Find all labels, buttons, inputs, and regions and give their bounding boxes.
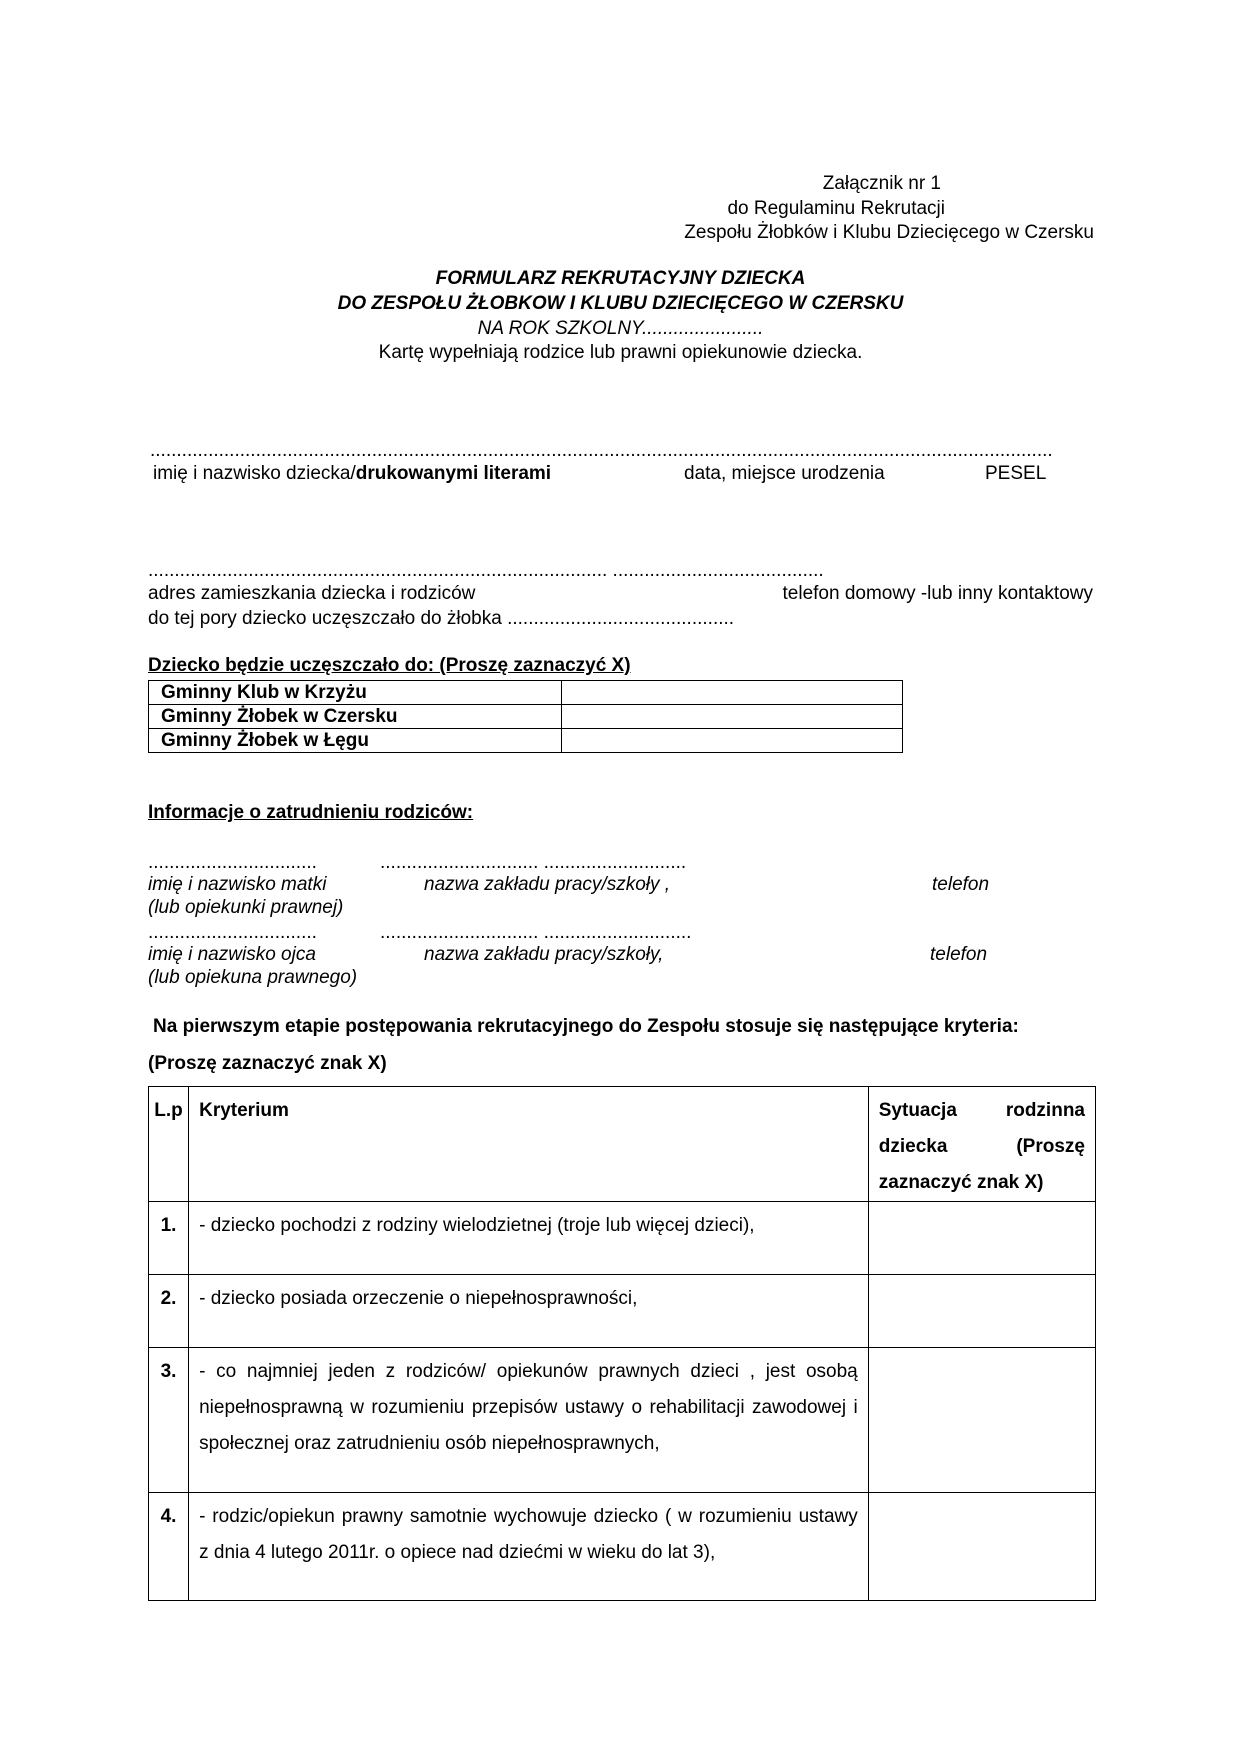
father-workplace-label: nazwa zakładu pracy/szkoły, bbox=[424, 944, 664, 965]
criteria-row-lp: 2. bbox=[149, 1275, 189, 1348]
criteria-table bbox=[148, 1086, 1096, 1601]
form-instruction: Kartę wypełniają rodzice lub prawni opiekunowie dziecka. bbox=[378, 342, 863, 363]
criteria-row bbox=[149, 1348, 1096, 1493]
criteria-row-lp: 3. bbox=[149, 1348, 189, 1493]
attendance-row bbox=[149, 705, 903, 729]
attendance-heading: Dziecko będzie uczęszczało do: (Proszę zaznaczyć X) bbox=[148, 655, 631, 676]
form-title-line-2: DO ZESPOŁU ŻŁOBKOW I KLUBU DZIECIĘCEGO W CZERSKU bbox=[337, 293, 904, 314]
form-title-line-1: FORMULARZ REKRUTACYJNY DZIECKA bbox=[435, 268, 806, 289]
criteria-instruction: (Proszę zaznaczyć znak X) bbox=[148, 1053, 387, 1074]
father-sub-label: (lub opiekuna prawnego) bbox=[148, 967, 358, 988]
criteria-intro: Na pierwszym etapie postępowania rekrutacyjnego do Zespołu stosuje się następujące kryteria: bbox=[153, 1016, 1019, 1037]
previous-nursery-line[interactable]: do tej pory dziecko uczęszczało do żłobka ........................................... bbox=[148, 608, 735, 629]
annex-line-3: Zespołu Żłobków i Klubu Dziecięcego w Czersku bbox=[684, 222, 1094, 243]
father-work-dots[interactable]: .............................. ............................ bbox=[380, 922, 692, 943]
employment-heading: Informacje o zatrudnieniu rodziców: bbox=[148, 802, 474, 823]
birth-date-place-label: data, miejsce urodzenia bbox=[684, 463, 885, 484]
criteria-row-mark[interactable] bbox=[868, 1275, 1095, 1348]
criteria-row bbox=[149, 1493, 1096, 1601]
criteria-header-criterion: Kryterium bbox=[189, 1087, 869, 1202]
phone-contact-label: telefon domowy -lub inny kontaktowy bbox=[782, 583, 1093, 604]
pesel-label: PESEL bbox=[985, 463, 1047, 484]
mother-name-dots[interactable]: ................................ bbox=[148, 852, 317, 873]
attendance-row bbox=[149, 729, 903, 753]
criteria-header-situation: Sytuacja rodzinna dziecka (Proszę zaznaczyć znak X) bbox=[868, 1087, 1095, 1202]
attendance-option-mark[interactable] bbox=[562, 729, 903, 753]
criteria-row-lp: 1. bbox=[149, 1202, 189, 1275]
attendance-option-label: Gminny Żłobek w Łęgu bbox=[149, 729, 562, 753]
annex-line-2: do Regulaminu Rekrutacji bbox=[727, 198, 945, 219]
criteria-header-row bbox=[149, 1087, 1096, 1202]
annex-line-1: Załącznik nr 1 bbox=[822, 173, 941, 194]
address-label: adres zamieszkania dziecka i rodziców bbox=[148, 583, 476, 604]
criteria-header-lp: L.p bbox=[149, 1087, 189, 1202]
child-data-dotted-line[interactable]: ........................................................................................................................................................................... bbox=[150, 440, 1053, 461]
mother-sub-label: (lub opiekunki prawnej) bbox=[148, 897, 344, 918]
criteria-row-mark[interactable] bbox=[868, 1202, 1095, 1275]
criteria-row-text: - rodzic/opiekun prawny samotnie wychowuje dziecko ( w rozumieniu ustawy z dnia 4 lutego 2011r. o opiece nad dziećmi w wieku do lat 3), bbox=[189, 1493, 869, 1601]
attendance-option-mark[interactable] bbox=[562, 681, 903, 705]
attendance-option-mark[interactable] bbox=[562, 705, 903, 729]
child-name-label-text: imię i nazwisko dziecka/ bbox=[153, 463, 356, 484]
mother-workplace-label: nazwa zakładu pracy/szkoły , bbox=[424, 874, 671, 895]
attendance-row bbox=[149, 681, 903, 705]
father-name-dots[interactable]: ................................ bbox=[148, 922, 317, 943]
criteria-row-lp: 4. bbox=[149, 1493, 189, 1601]
father-name-label: imię i nazwisko ojca bbox=[148, 944, 316, 965]
child-name-label-bold: drukowanymi literami bbox=[355, 463, 552, 484]
school-year-line: NA ROK SZKOLNY....................... bbox=[477, 318, 764, 339]
address-dotted-line[interactable]: ....................................................................................... ........................................ bbox=[148, 560, 824, 581]
criteria-row-text: - dziecko posiada orzeczenie o niepełnosprawności, bbox=[189, 1275, 869, 1348]
attendance-option-label: Gminny Żłobek w Czersku bbox=[149, 705, 562, 729]
mother-name-label: imię i nazwisko matki bbox=[148, 874, 327, 895]
criteria-row bbox=[149, 1202, 1096, 1275]
mother-phone-label: telefon bbox=[932, 874, 990, 895]
criteria-row-mark[interactable] bbox=[868, 1493, 1095, 1601]
criteria-row-mark[interactable] bbox=[868, 1348, 1095, 1493]
criteria-row-text: - dziecko pochodzi z rodziny wielodzietnej (troje lub więcej dzieci), bbox=[189, 1202, 869, 1275]
criteria-row bbox=[149, 1275, 1096, 1348]
child-name-label bbox=[153, 463, 551, 485]
father-phone-label: telefon bbox=[930, 944, 988, 965]
attendance-option-label: Gminny Klub w Krzyżu bbox=[149, 681, 562, 705]
mother-work-dots[interactable]: .............................. ........................... bbox=[380, 852, 687, 873]
criteria-row-text: - co najmniej jeden z rodziców/ opiekunów prawnych dzieci , jest osobą niepełnosprawną w rozumieniu przepisów ustawy o rehabilitacji zawodowej i społecznej oraz zatrudnieniu osób niepełnosprawnych, bbox=[189, 1348, 869, 1493]
attendance-table bbox=[148, 680, 903, 753]
